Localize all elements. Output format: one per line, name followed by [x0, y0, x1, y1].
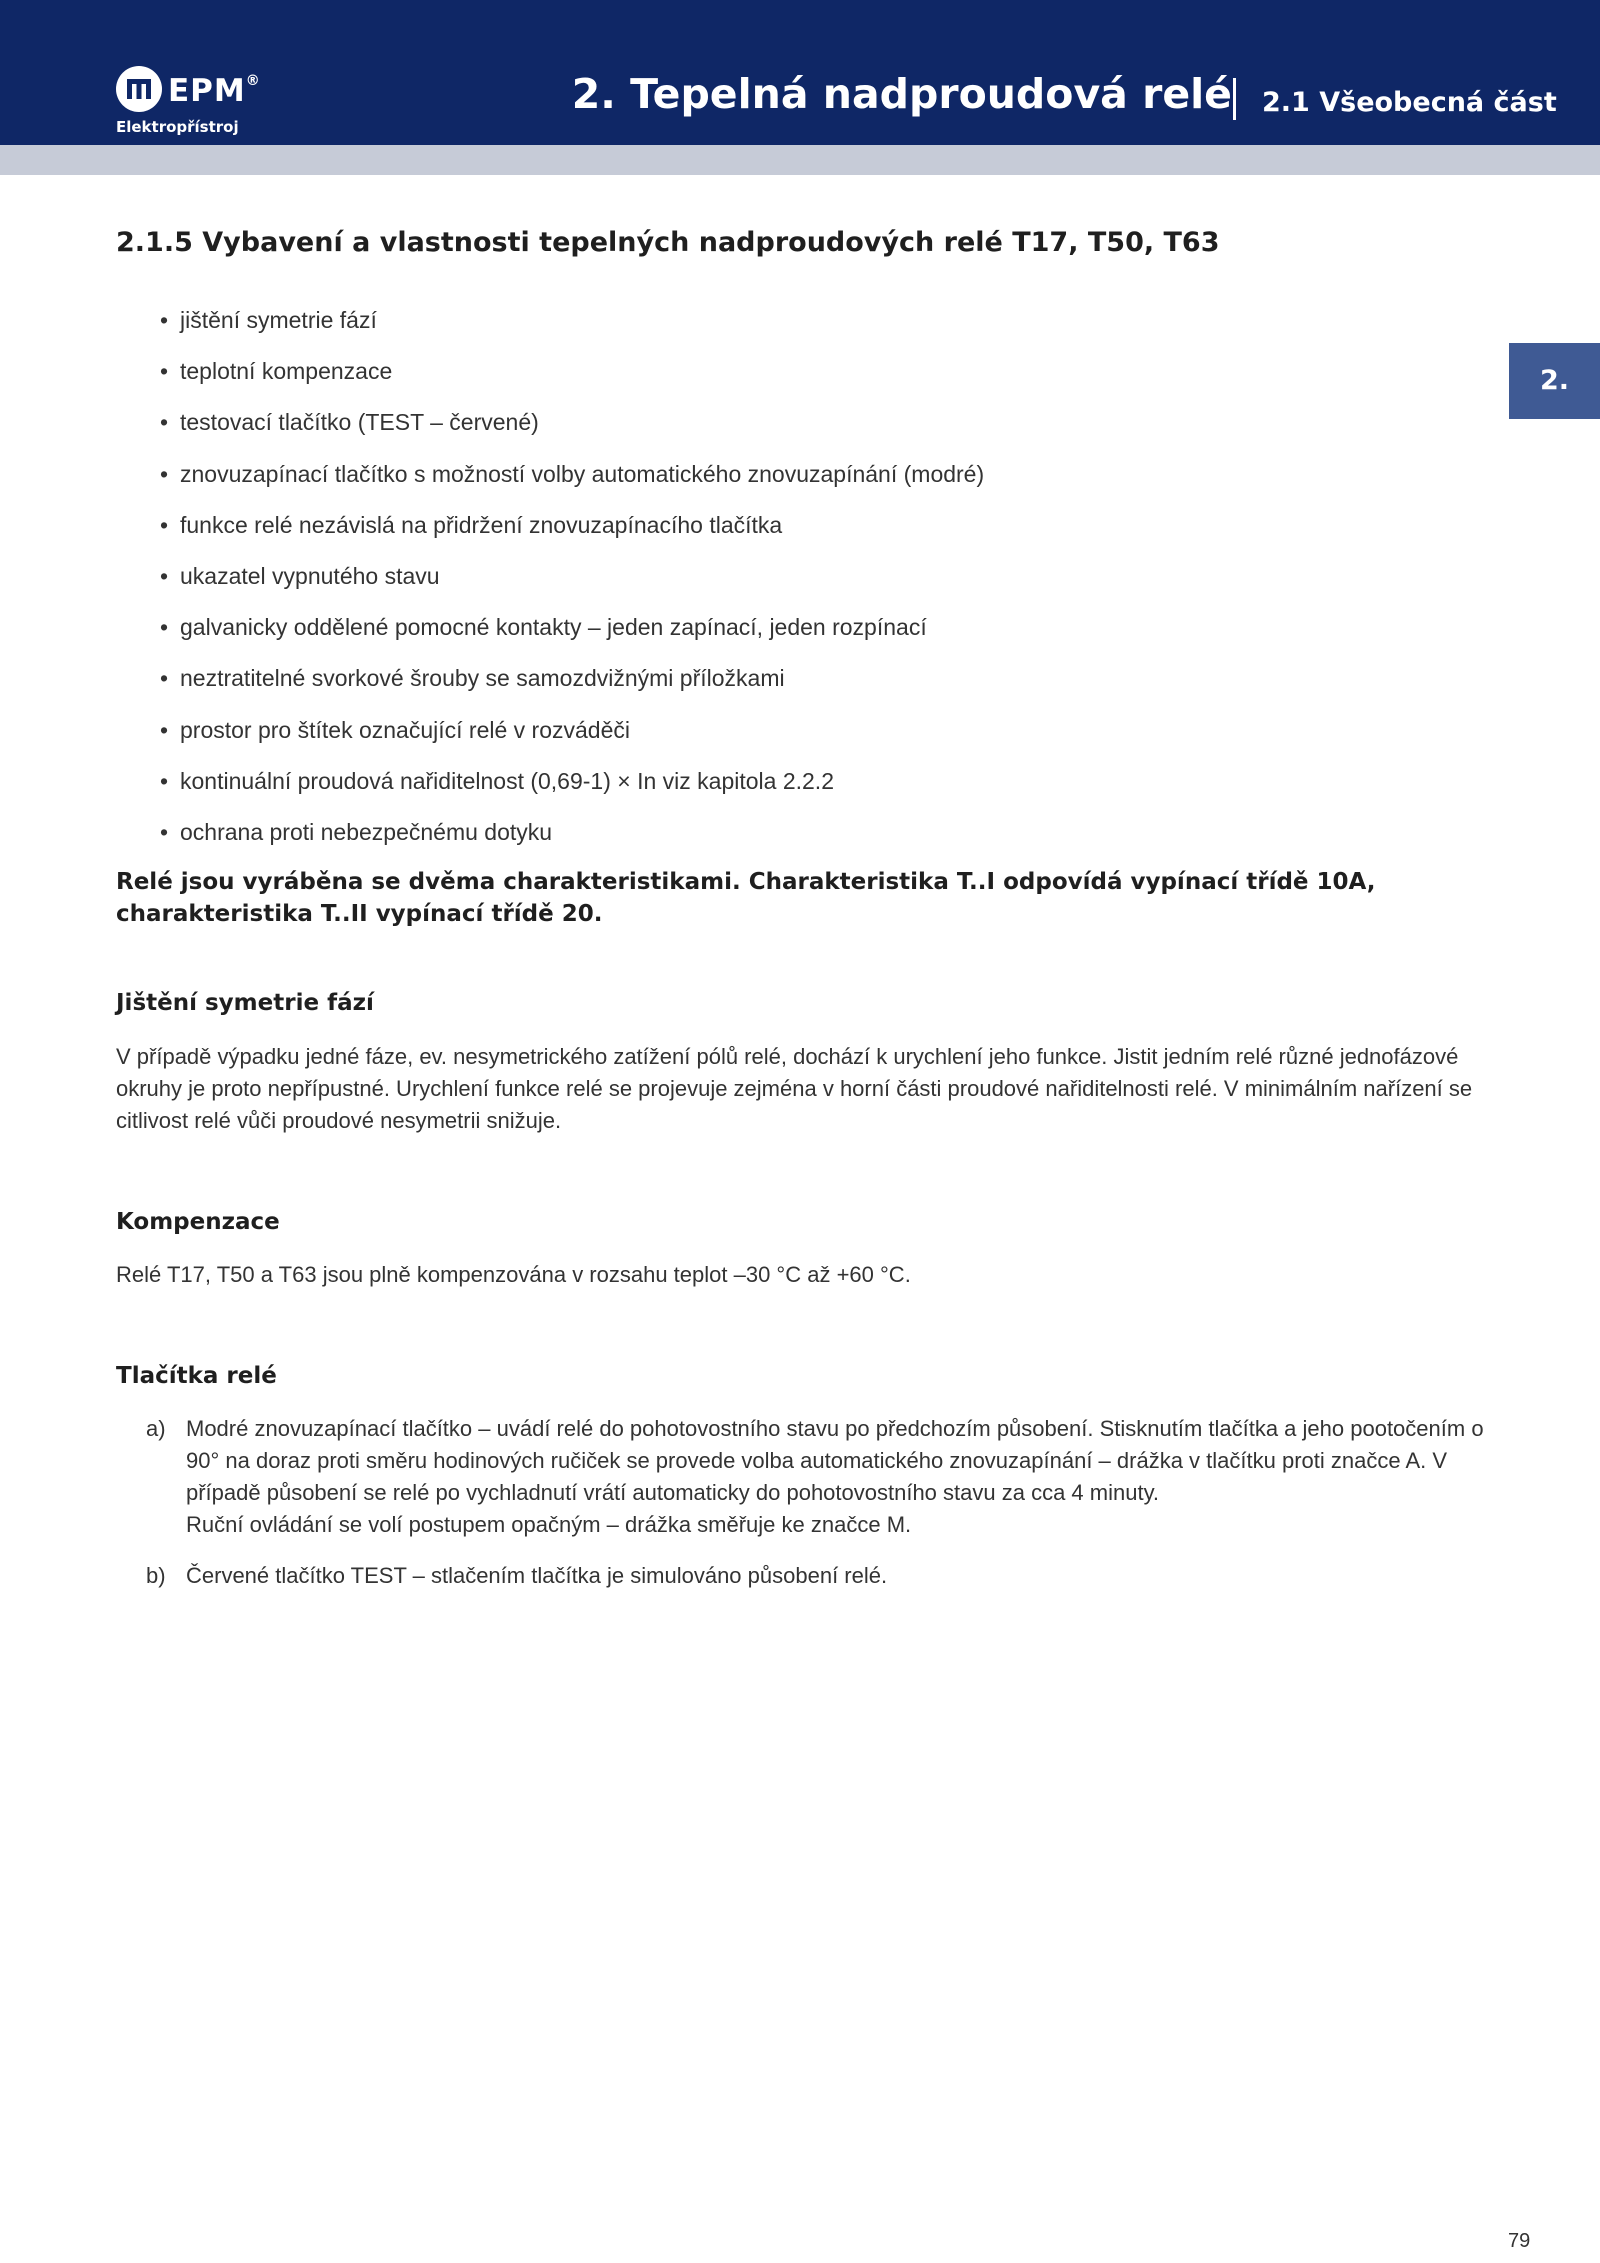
list-item: • kontinuální proudová nařiditelnost (0,69-1) × In viz kapitola 2.2.2 — [160, 767, 834, 794]
compensation-text: Relé T17, T50 a T63 jsou plně kompenzována v rozsahu teplot –30 °C až +60 °C. — [116, 1262, 911, 1287]
blue-button-description: Modré znovuzapínací tlačítko – uvádí relé do pohotovostního stavu po předchozím působení. Stisknutím tlačítka a jeho pootočením o 90° na doraz proti směru hodinových ručiček se provede volba automatického znovuzapínání – drážka v tlačítku proti značce A. V případě působení se relé po vychladnutí vrátí automaticky do pohotovostního stavu za cca 4 minuty. — [186, 1416, 1484, 1505]
list-item: • ukazatel vypnutého stavu — [160, 562, 440, 589]
section-title: 2.1.5 Vybavení a vlastnosti tepelných nadproudových relé T17, T50, T63 — [116, 227, 1220, 258]
logo-subtitle: Elektropřístroj — [116, 118, 239, 136]
phase-symmetry-text: V případě výpadku jedné fáze, ev. nesymetrického zatížení pólů relé, dochází k urychlení jeho funkce. Jistit jedním relé různé jednofázové okruhy je proto nepřípustné. Urychlení funkce relé se projevuje zejména v horní části proudové nařiditelnosti relé. V minimálním nařízení se citlivost relé vůči proudové nesymetrii snižuje. — [116, 1044, 1473, 1133]
chapter-subtitle: 2.1 Všeobecná část — [1262, 87, 1557, 118]
list-item: • funkce relé nezávislá na přidržení znovuzapínacího tlačítka — [160, 511, 783, 538]
characteristics-paragraph: Relé jsou vyráběna se dvěma charakteristikami. Charakteristika T..I odpovídá vypínací třídě 10A, charakteristika T..II vypínací třídě 20. — [116, 869, 1376, 927]
manual-mode-description: Ruční ovládání se volí postupem opačným – drážka směřuje ke značce M. — [186, 1512, 912, 1537]
buttons-heading: Tlačítka relé — [116, 1363, 277, 1389]
list-item: • galvanicky oddělené pomocné kontakty – jeden zapínací, jeden rozpínací — [160, 614, 927, 641]
header-strip — [0, 145, 1600, 175]
list-item: • ochrana proti nebezpečnému dotyku — [160, 818, 553, 845]
list-item: • testovací tlačítko (TEST – červené) — [160, 409, 539, 436]
list-item: • prostor pro štítek označující relé v rozváděči — [160, 716, 630, 743]
logo-text: EPM® — [168, 73, 261, 109]
list-item — [146, 1413, 1486, 1541]
list-marker: b) — [146, 1563, 166, 1588]
list-item: • znovuzapínací tlačítko s možností volby automatického znovuzapínání (modré) — [160, 460, 985, 487]
chapter-title: 2. Tepelná nadproudová relé — [571, 70, 1232, 118]
list-marker: a) — [146, 1416, 166, 1441]
list-item: • neztratitelné svorkové šrouby se samozdvižnými příložkami — [160, 665, 785, 692]
list-item — [146, 1560, 1486, 1592]
feature-list — [160, 300, 1500, 863]
registered-mark: ® — [245, 73, 261, 89]
page-number: 79 — [1508, 2230, 1531, 2252]
list-item: • jištění symetrie fází — [160, 307, 377, 333]
epm-logo-mark-icon — [116, 66, 162, 112]
list-item: • teplotní kompenzace — [160, 358, 393, 385]
test-button-description: Červené tlačítko TEST – stlačením tlačítka je simulováno působení relé. — [186, 1563, 888, 1588]
chapter-tab[interactable]: 2. — [1509, 343, 1600, 419]
epm-logo — [116, 66, 261, 140]
compensation-heading: Kompenzace — [116, 1209, 280, 1235]
header-divider — [1233, 78, 1236, 120]
phase-symmetry-heading: Jištění symetrie fází — [116, 990, 374, 1016]
